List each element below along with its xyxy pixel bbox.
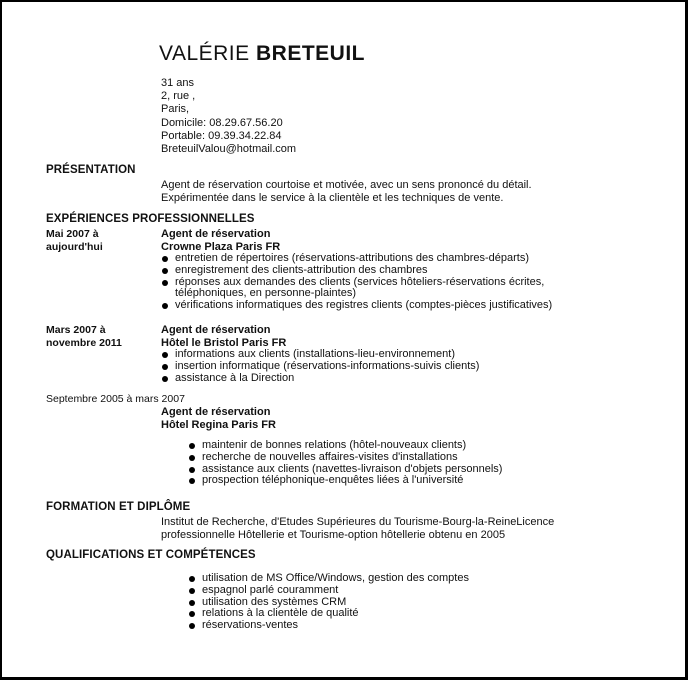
list-item-text: utilisation des systèmes CRM bbox=[202, 595, 347, 608]
list-item-text: prospection téléphonique-enquêtes liées à l'université bbox=[202, 474, 464, 487]
job-entry bbox=[161, 406, 276, 431]
job-date-line: Mai 2007 à bbox=[46, 228, 99, 240]
qualifications-list bbox=[188, 573, 469, 632]
list-item-text: recherche de nouvelles affaires-visites d'installations bbox=[202, 450, 458, 463]
job-date: Septembre 2005 à mars 2007 bbox=[46, 393, 185, 405]
job-date bbox=[46, 324, 122, 349]
list-item bbox=[161, 300, 552, 312]
list-item bbox=[161, 277, 552, 301]
job-bullets bbox=[161, 253, 552, 312]
list-item-text: entretien de répertoires (réservations-attributions des chambres-départs) bbox=[175, 252, 529, 264]
home-phone: Domicile: 08.29.67.56.20 bbox=[161, 116, 283, 129]
first-name: VALÉRIE bbox=[159, 42, 250, 65]
list-item-text: réservations-ventes bbox=[202, 619, 298, 632]
presentation-text bbox=[161, 179, 532, 204]
mobile-phone: Portable: 09.39.34.22.84 bbox=[161, 129, 282, 142]
list-item-text: vérifications informatiques des registres clients (comptes-pièces justificatives) bbox=[175, 299, 553, 312]
list-item-text: assistance à la Direction bbox=[175, 371, 295, 384]
last-name: BRETEUIL bbox=[256, 42, 365, 65]
list-item bbox=[188, 620, 469, 632]
list-item-text: enregistrement des clients-attribution des chambres bbox=[175, 263, 428, 276]
contact-block bbox=[161, 77, 296, 156]
job-bullets bbox=[188, 440, 502, 487]
street: 2, rue , bbox=[161, 90, 196, 103]
job-date-line: Mars 2007 à bbox=[46, 324, 106, 336]
presentation-heading: PRÉSENTATION bbox=[46, 164, 136, 176]
job-company: Hôtel Regina Paris FR bbox=[161, 418, 276, 431]
qualifications-heading: QUALIFICATIONS ET COMPÉTENCES bbox=[46, 549, 256, 561]
job-date-line: aujourd'hui bbox=[46, 240, 103, 253]
job-company: Crowne Plaza Paris FR bbox=[161, 240, 281, 253]
job-date-line: novembre 2011 bbox=[46, 336, 122, 349]
formation-line: Institut de Recherche, d'Etudes Supérieures du Tourisme-Bourg-la-ReineLicence bbox=[161, 516, 555, 528]
city: Paris, bbox=[161, 103, 190, 116]
list-item-text: téléphoniques, en personne-plaintes) bbox=[175, 287, 357, 300]
presentation-line: Agent de réservation courtoise et motivée, avec un sens prononcé du détail. bbox=[161, 179, 532, 191]
email: BreteuilValou@hotmail.com bbox=[161, 143, 297, 156]
experiences-heading: EXPÉRIENCES PROFESSIONNELLES bbox=[46, 213, 255, 225]
age: 31 ans bbox=[161, 77, 195, 89]
list-item-text: informations aux clients (installations-lieu-environnement) bbox=[175, 348, 456, 360]
formation-text bbox=[161, 516, 554, 541]
list-item-text: insertion informatique (réservations-informations-suivis clients) bbox=[175, 359, 480, 372]
job-entry bbox=[161, 228, 552, 312]
list-item-text: relations à la clientèle de qualité bbox=[202, 607, 359, 620]
job-date bbox=[46, 228, 103, 253]
list-item bbox=[161, 373, 479, 385]
list-item-text: assistance aux clients (navettes-livraison d'objets personnels) bbox=[202, 462, 503, 475]
presentation-line: Expérimentée dans le service à la clientèle et les techniques de vente. bbox=[161, 191, 504, 204]
list-item-text: maintenir de bonnes relations (hôtel-nouveaux clients) bbox=[202, 439, 467, 451]
job-title: Agent de réservation bbox=[161, 406, 271, 418]
job-entry bbox=[161, 324, 479, 384]
candidate-name bbox=[159, 42, 365, 66]
formation-heading: FORMATION ET DIPLÔME bbox=[46, 501, 191, 513]
list-item bbox=[188, 475, 502, 487]
list-item-text: réponses aux demandes des clients (services hôteliers-réservations écrites, bbox=[175, 275, 545, 288]
job-company: Hôtel le Bristol Paris FR bbox=[161, 336, 287, 349]
list-item-text: espagnol parlé couramment bbox=[202, 583, 339, 596]
job-title: Agent de réservation bbox=[161, 228, 271, 240]
formation-line: professionnelle Hôtellerie et Tourisme-option hôtellerie obtenu en 2005 bbox=[161, 528, 506, 541]
job-bullets bbox=[161, 349, 479, 384]
list-item-text: utilisation de MS Office/Windows, gestion des comptes bbox=[202, 572, 469, 584]
job-title: Agent de réservation bbox=[161, 324, 271, 336]
